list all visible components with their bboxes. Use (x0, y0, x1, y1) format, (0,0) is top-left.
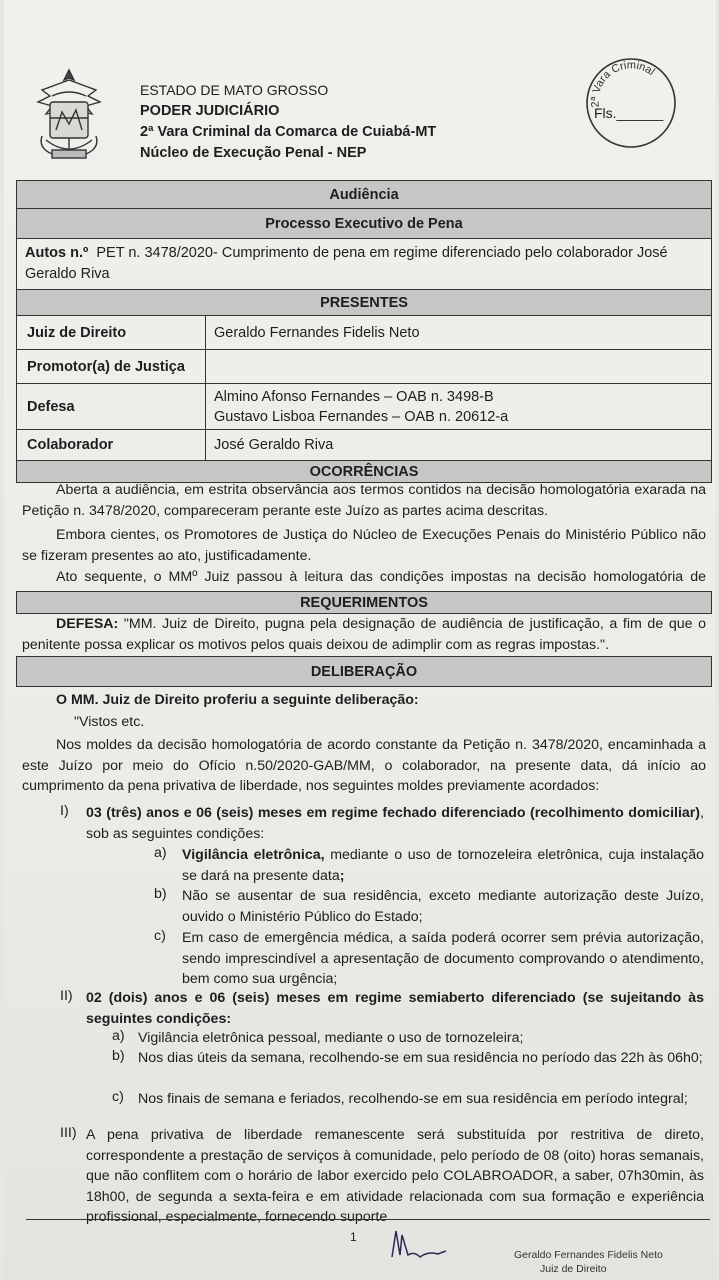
item-ii-c-marker: c) (112, 1089, 124, 1105)
autos-label: Autos n.º (25, 245, 89, 261)
court-name: 2ª Vara Criminal da Comarca de Cuiabá-MT (140, 124, 437, 140)
item-ii-a-marker: a) (112, 1028, 125, 1044)
requerimentos-paragraph (22, 614, 706, 655)
vistos-line: "Vistos etc. (74, 714, 145, 730)
row-value: José Geraldo Riva (214, 437, 334, 453)
judiciary-name: PODER JUDICIÁRIO (140, 103, 280, 119)
autos-value: PET n. 3478/2020- Cumprimento de pena em regime diferenciado pelo colaborador José Geraldo Riva (25, 245, 668, 282)
form-subtitle: Processo Executivo de Pena (17, 209, 711, 239)
row-collaborator (17, 430, 711, 461)
item-ii-b: Nos dias úteis da semana, recolhendo-se em sua residência no período das 22h às 06h0; (138, 1050, 703, 1066)
item-i-c-marker: c) (154, 928, 166, 944)
deliberation-intro: O MM. Juiz de Direito proferiu a seguinte deliberação: (56, 692, 419, 708)
footer-rule (26, 1219, 710, 1220)
court-stamp (583, 55, 679, 151)
stamp-text: 2ª Vara Criminal (589, 59, 657, 108)
signer-role: Juiz de Direito (540, 1263, 607, 1275)
item-i-a-bold: Vigilância eletrônica, (182, 847, 325, 863)
item-iii-marker: III) (60, 1125, 77, 1141)
row-judge (17, 316, 711, 350)
defense-request: "MM. Juiz de Direito, pugna pela designação de audiência de justificação, a fim de que o penitente possa explicar os motivos pelos quais deixou de adimplir com as regras impostas.". (22, 616, 706, 653)
defense-label: DEFESA: (56, 616, 119, 632)
item-ii-b-marker: b) (112, 1048, 125, 1064)
row-defense (17, 384, 711, 430)
item-i-a (182, 845, 704, 886)
row-label: Colaborador (17, 430, 206, 460)
nucleus-name: Núcleo de Execução Penal - NEP (140, 145, 367, 161)
item-i-marker: I) (60, 803, 69, 819)
ocorrencias-heading: OCORRÊNCIAS (17, 461, 711, 482)
row-label: Promotor(a) de Justiça (17, 350, 206, 383)
ocorrencias-paragraph-2: Embora cientes, os Promotores de Justiça do Núcleo de Execuções Penais do Ministério Público não se fizeram presentes ao ato, justificadamente. (22, 527, 706, 564)
item-ii-c: Nos finais de semana e feriados, recolhendo-se em sua residência em período integral; (138, 1091, 688, 1107)
svg-text:2ª Vara Criminal (589, 59, 657, 107)
signer-name: Geraldo Fernandes Fidelis Neto (514, 1249, 663, 1261)
deliberation-paragraph: Nos moldes da decisão homologatória de acordo constante da Petição n. 3478/2020, encaminhada a este Juízo por meio do Ofício n.50/2020-GAB/MM, o colaborador, na presente data, dá início ao cumprimento da pena privativa de liberdade, nos seguintes moldes previamente acordados: (22, 737, 706, 794)
item-ii-a: Vigilância eletrônica pessoal, mediante o uso de tornozeleira; (138, 1030, 524, 1046)
hearing-form (16, 180, 712, 483)
requerimentos-heading: REQUERIMENTOS (16, 591, 712, 614)
form-title: Audiência (17, 181, 711, 209)
item-i-b: Não se ausentar de sua residência, exceto mediante autorização deste Juízo, ouvido o Ministério Público do Estado; (182, 888, 704, 925)
row-label: Defesa (17, 384, 206, 429)
page-number: 1 (350, 1230, 357, 1244)
state-name: ESTADO DE MATO GROSSO (140, 82, 329, 98)
mato-grosso-coat-of-arms-icon (32, 66, 106, 162)
ocorrencias-paragraph-3: Ato sequente, o MMº Juiz passou à leitura das condições impostas na decisão homologatória de (56, 569, 706, 585)
handwritten-signature-icon (388, 1221, 448, 1263)
item-i-b-marker: b) (154, 886, 167, 902)
row-value: Almino Afonso Fernandes – OAB n. 3498-B (214, 388, 494, 405)
item-i-text: , sob as seguintes condições: (86, 805, 704, 842)
row-label: Juiz de Direito (17, 316, 206, 349)
item-iii: A pena privativa de liberdade remanescente será substituída por restritiva de direto, correspondente a prestação de serviços à comunidade, pelo período de 08 (oito) horas semanais, que não conflitem com o horário de labor exercido pelo COLABROADOR, a saber, 07h30min, às 18h00, de segunda a sexta-feira e em atividade relacionada com sua formação e experiência profissional, especialmente, fornecendo suporte (86, 1127, 704, 1225)
item-i-c: Em caso de emergência médica, a saída poderá ocorrer sem prévia autorização, sendo imprescindível a apresentação de documento comprovando o atendimento, bem como sua urgência; (182, 930, 704, 987)
ocorrencias-paragraph-1: Aberta a audiência, em estrita observância aos termos contidos na decisão homologatória exarada na Petição n. 3478/2020, compareceram perante este Juízo as partes acima descritas. (22, 482, 706, 519)
item-i (86, 803, 704, 844)
presentes-heading: PRESENTES (17, 290, 711, 316)
row-value: Geraldo Fernandes Fidelis Neto (214, 324, 420, 341)
item-i-a-text: mediante o uso de tornozeleira eletrônica, cuja instalação se dará na presente data (182, 847, 704, 884)
item-i-a-marker: a) (154, 845, 167, 861)
item-ii-marker: II) (60, 988, 73, 1004)
deliberacao-heading: DELIBERAÇÃO (16, 656, 712, 687)
row-prosecutor (17, 350, 711, 384)
court-header (140, 80, 436, 164)
item-i-a-end: ; (339, 867, 345, 884)
item-i-bold: 03 (três) anos e 06 (seis) meses em regime fechado diferenciado (recolhimento domiciliar) (86, 805, 701, 821)
folio-field: Fls.______ (594, 105, 664, 121)
item-ii: 02 (dois) anos e 06 (seis) meses em regime semiaberto diferenciado (se sujeitando às seguintes condições: (86, 990, 704, 1027)
document-page (4, 0, 716, 1280)
autos-row (17, 239, 711, 290)
row-value: Gustavo Lisboa Fernandes – OAB n. 20612-a (214, 408, 509, 425)
